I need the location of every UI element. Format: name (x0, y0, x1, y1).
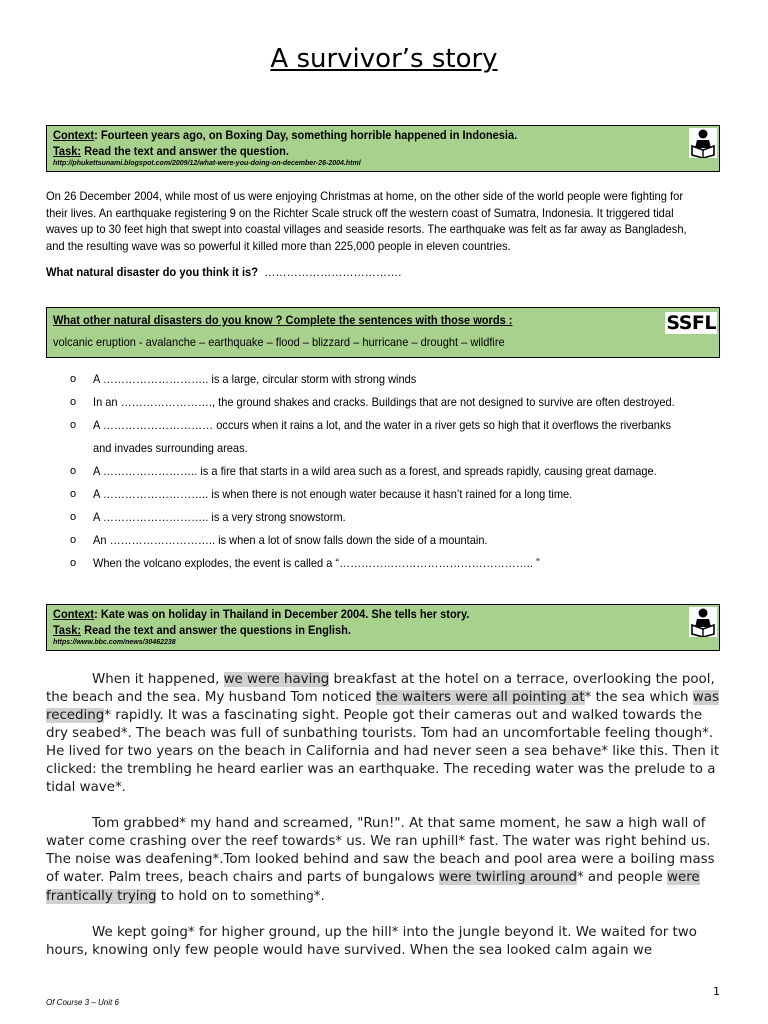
context-box-1 (46, 125, 720, 172)
sentence-text: An ……………………….. is when a lot of snow falls down the side of a mountain. (93, 533, 488, 547)
context-label: Context (53, 607, 95, 621)
ssfl-logo: SSFL (666, 312, 716, 334)
sentence-text: A ………………………… occurs when it rains a lot, and the water in a river gets so high that it overflows the riverbanks and invades surrounding areas. (93, 418, 671, 455)
list-item (46, 506, 736, 529)
sentence-text: A ……………………….. is a large, circular storm with strong winds (93, 372, 417, 386)
page-number: 1 (713, 985, 720, 998)
task-line (53, 143, 660, 159)
task-text: Read the text and answer the question. (81, 144, 289, 158)
bullet-icon: o (70, 534, 77, 546)
story-paragraph-1 (46, 671, 726, 797)
intro-paragraph: On 26 December 2004, while most of us were enjoying Christmas at home, on the other side of the world people were fighting for their lives. An earthquake registering 9 on the Richter Scale struck off the western coast of Sumatra, Indonesia. It triggered tidal waves up to 30 feet high that swept into coastal villages and seaside resorts. The earthquake was felt as far away as Bangladesh, and the resulting wave was so powerful it killed more than 225,000 people in eleven countries. (46, 189, 687, 253)
context-line (53, 127, 660, 143)
context-line (53, 606, 660, 622)
sentence-text: A ……………………….. is a very strong snowstorm. (93, 510, 346, 524)
context-label: Context (53, 128, 95, 142)
question-natural-disaster (46, 265, 401, 279)
task-line (53, 622, 660, 638)
highlighted-phrase: were twirling around (438, 870, 577, 885)
task-label: Task: (53, 144, 82, 158)
context-box-2 (46, 604, 720, 651)
sentence-text: A ……………………….. is when there is not enough water because it hasn’t rained for a long time. (93, 487, 573, 501)
story-text-run: *. (313, 889, 325, 904)
highlighted-phrase: the waiters were all pointing at (375, 690, 585, 705)
highlighted-phrase: were frantically trying (46, 870, 700, 904)
list-item (46, 529, 736, 552)
context-text: : Kate was on holiday in Thailand in December 2004. She tells her story. (94, 607, 470, 621)
context-text: : Fourteen years ago, on Boxing Day, something horrible happened in Indonesia. (94, 128, 518, 142)
word-bank: volcanic eruption - avalanche – earthquake – flood – blizzard – hurricane – drought – wildfire (53, 335, 505, 349)
footer-course: Of Course 3 – Unit 6 (46, 998, 119, 1007)
bullet-icon: o (70, 557, 77, 569)
sentence-list (46, 368, 736, 575)
bullet-icon: o (70, 511, 77, 523)
story-text-run: When it happened, (92, 672, 224, 687)
list-item (46, 552, 736, 575)
vocabulary-heading (53, 311, 660, 329)
answer-blank: ………………………………. (258, 265, 402, 279)
list-item (46, 414, 736, 460)
source-url: http://phukettsunami.blogspot.com/2009/12/what-were-you-doing-on-december-26-2004.html (53, 160, 361, 167)
bullet-icon: o (70, 396, 77, 408)
source-url: https://www.bbc.com/news/30462238 (53, 639, 176, 646)
highlighted-phrase: we were having (223, 672, 330, 687)
story-text-run: * the sea which (584, 690, 693, 705)
story-text-run: breakfast at the hotel on a terrace, overlooking the pool, the beach and the sea. My husband Tom noticed (46, 672, 715, 705)
vocabulary-heading-text: What other natural disasters do you know ? Complete the sentences with those words : (53, 313, 513, 327)
sentence-text: A …………………….. is a fire that starts in a wild area such as a forest, and spreads rapidly, causing great damage. (93, 464, 657, 478)
reading-person-icon (689, 128, 717, 158)
story-text (46, 671, 726, 960)
list-item (46, 391, 736, 414)
bullet-icon: o (70, 419, 77, 431)
story-text-run: to hold on to (156, 889, 251, 904)
list-item (46, 368, 736, 391)
bullet-icon: o (70, 488, 77, 500)
sentence-text: In an ……………………., the ground shakes and cracks. Buildings that are not designed to survive are often destroyed. (93, 395, 675, 409)
bullet-icon: o (70, 465, 77, 477)
page-title: A survivor’s story (270, 44, 498, 74)
story-text-run: * and people (576, 870, 668, 885)
list-item (46, 460, 736, 483)
story-text-run: something (250, 889, 314, 903)
sentence-text: When the volcano explodes, the event is called a “…………………………………………….. ” (93, 556, 540, 570)
reading-person-icon (689, 607, 717, 637)
task-text: Read the text and answer the questions in English. (81, 623, 351, 637)
story-paragraph-2 (46, 815, 726, 906)
task-label: Task: (53, 623, 82, 637)
story-paragraph-3: We kept going* for higher ground, up the hill* into the jungle beyond it. We waited for two hours, knowing only few people would have survived. When the sea looked calm again we (46, 925, 697, 958)
highlighted-phrase: was receding (46, 690, 719, 723)
story-text-run: * rapidly. It was a fascinating sight. People got their cameras out and walked towards the dry seabed*. The beach was full of sunbathing tourists. Tom had an uncomfortable feeling though*. He lived for two years on the beach in California and had never seen a sea behave* like this. Then it clicked: the trembling he heard earlier was an earthquake. The receding water was the prelude to a tidal wave*. (46, 708, 720, 795)
story-text-run: Tom grabbed* my hand and screamed, "Run!". At that same moment, he saw a high wall of water come crashing over the reef towards* us. We ran uphill* fast. The water was right behind us. The noise was deafening*.Tom looked behind and saw the beach and pool area were a boiling mass of water. Palm trees, beach chairs and parts of bungalows (46, 816, 715, 885)
question-text: What natural disaster do you think it is? (46, 265, 259, 279)
vocabulary-box (46, 307, 720, 358)
bullet-icon: o (70, 373, 77, 385)
list-item (46, 483, 736, 506)
